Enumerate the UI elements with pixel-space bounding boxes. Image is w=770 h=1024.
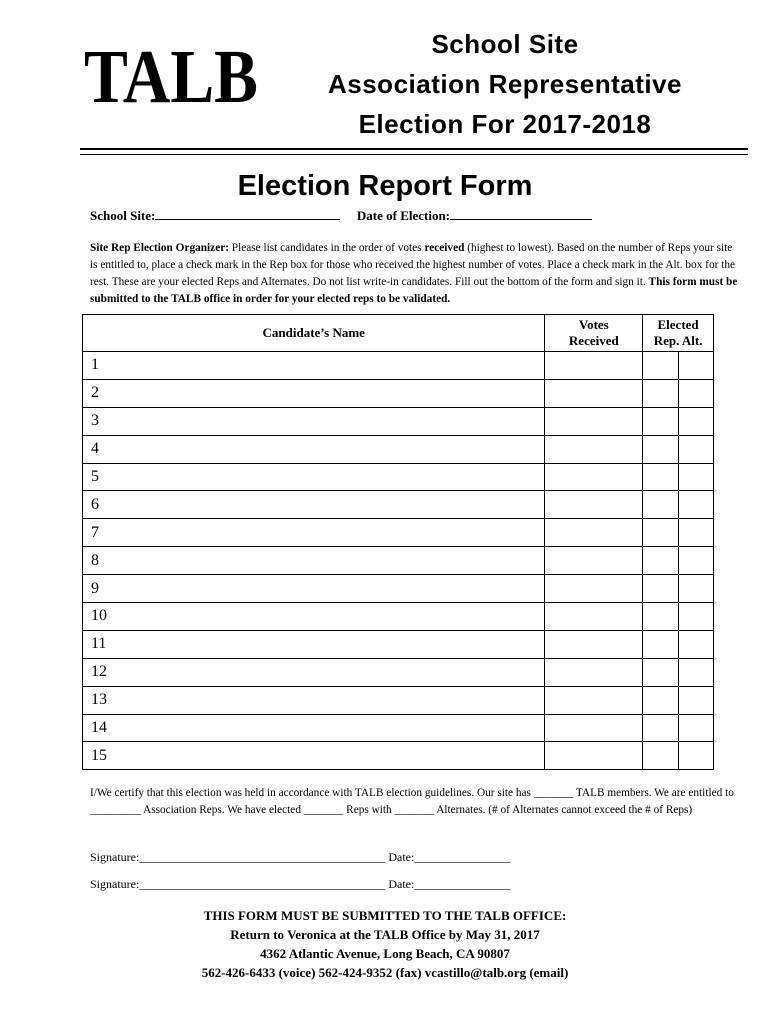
alt-checkbox-cell[interactable] — [679, 379, 714, 407]
school-site-field[interactable] — [155, 207, 340, 220]
talb-logo — [82, 35, 262, 119]
site-date-fields — [90, 207, 592, 224]
header-divider-thin — [80, 154, 748, 155]
candidate-name-cell[interactable]: 14 — [83, 714, 545, 742]
table-row — [83, 742, 714, 770]
alt-checkbox-cell[interactable] — [679, 714, 714, 742]
rep-checkbox-cell[interactable] — [643, 658, 679, 686]
votes-received-cell[interactable] — [545, 603, 643, 631]
rep-checkbox-cell[interactable] — [643, 630, 679, 658]
alt-checkbox-cell[interactable] — [679, 547, 714, 575]
alt-checkbox-cell[interactable] — [679, 686, 714, 714]
candidate-name-cell[interactable]: 2 — [83, 379, 545, 407]
candidate-table — [82, 314, 714, 770]
logo-text: TALB — [84, 35, 258, 119]
rep-checkbox-cell[interactable] — [643, 575, 679, 603]
votes-received-header: Votes Received — [545, 315, 643, 352]
table-row — [83, 547, 714, 575]
rep-checkbox-cell[interactable] — [643, 407, 679, 435]
table-row — [83, 714, 714, 742]
footer-line-4: 562-426-6433 (voice) 562-424-9352 (fax) vcastillo@talb.org (email) — [201, 965, 569, 980]
header-title — [280, 24, 730, 144]
alt-checkbox-cell[interactable] — [679, 742, 714, 770]
instructions — [90, 240, 740, 308]
rep-checkbox-cell[interactable] — [643, 435, 679, 463]
candidate-name-cell[interactable]: 7 — [83, 519, 545, 547]
alt-checkbox-cell[interactable] — [679, 352, 714, 380]
candidate-name-cell[interactable]: 6 — [83, 491, 545, 519]
votes-received-cell[interactable] — [545, 519, 643, 547]
form-title: Election Report Form — [237, 170, 533, 202]
votes-received-cell[interactable] — [545, 742, 643, 770]
candidate-name-cell[interactable]: 8 — [83, 547, 545, 575]
instructions-closing: This form must be submitted to the TALB office in order for your elected reps to be validated. — [90, 276, 738, 305]
table-row — [83, 379, 714, 407]
table-row — [83, 603, 714, 631]
submission-footer — [0, 906, 770, 982]
candidate-name-header: Candidate’s Name — [83, 315, 545, 352]
signature-line-1[interactable]: Signature:_________________________________________ Date:________________ — [90, 850, 511, 864]
alt-checkbox-cell[interactable] — [679, 519, 714, 547]
rep-checkbox-cell[interactable] — [643, 547, 679, 575]
votes-received-cell[interactable] — [545, 407, 643, 435]
alt-checkbox-cell[interactable] — [679, 435, 714, 463]
alt-checkbox-cell[interactable] — [679, 407, 714, 435]
alt-checkbox-cell[interactable] — [679, 463, 714, 491]
votes-received-cell[interactable] — [545, 352, 643, 380]
rep-checkbox-cell[interactable] — [643, 686, 679, 714]
candidate-name-cell[interactable]: 3 — [83, 407, 545, 435]
candidate-name-cell[interactable]: 11 — [83, 630, 545, 658]
votes-received-cell[interactable] — [545, 547, 643, 575]
date-of-election-label: Date of Election: — [356, 208, 451, 223]
table-row — [83, 658, 714, 686]
alt-checkbox-cell[interactable] — [679, 575, 714, 603]
table-row — [83, 491, 714, 519]
footer-line-1: THIS FORM MUST BE SUBMITTED TO THE TALB OFFICE: — [203, 908, 567, 923]
school-site-label: School Site: — [90, 208, 156, 223]
alt-checkbox-cell[interactable] — [679, 491, 714, 519]
alt-checkbox-cell[interactable] — [679, 630, 714, 658]
rep-checkbox-cell[interactable] — [643, 742, 679, 770]
instructions-received: received — [424, 242, 465, 254]
alt-checkbox-cell[interactable] — [679, 603, 714, 631]
votes-received-cell[interactable] — [545, 658, 643, 686]
rep-checkbox-cell[interactable] — [643, 352, 679, 380]
rep-checkbox-cell[interactable] — [643, 603, 679, 631]
title-line-3: Election For 2017-2018 — [358, 109, 652, 139]
candidate-name-cell[interactable]: 4 — [83, 435, 545, 463]
footer-line-2: Return to Veronica at the TALB Office by May 31, 2017 — [230, 927, 540, 942]
table-row — [83, 463, 714, 491]
rep-checkbox-cell[interactable] — [643, 491, 679, 519]
votes-received-cell[interactable] — [545, 491, 643, 519]
table-row — [83, 575, 714, 603]
table-header-row — [83, 315, 714, 352]
title-line-1: School Site — [431, 29, 579, 59]
signature-line-2[interactable]: Signature:_________________________________________ Date:________________ — [90, 877, 511, 891]
candidate-name-cell[interactable]: 15 — [83, 742, 545, 770]
votes-received-cell[interactable] — [545, 630, 643, 658]
title-line-2: Association Representative — [327, 69, 682, 99]
rep-checkbox-cell[interactable] — [643, 714, 679, 742]
footer-line-3: 4362 Atlantic Avenue, Long Beach, CA 90807 — [260, 946, 510, 961]
instructions-lead: Site Rep Election Organizer: — [90, 242, 229, 254]
table-row — [83, 435, 714, 463]
votes-received-cell[interactable] — [545, 575, 643, 603]
candidate-name-cell[interactable]: 12 — [83, 658, 545, 686]
alt-checkbox-cell[interactable] — [679, 658, 714, 686]
rep-checkbox-cell[interactable] — [643, 519, 679, 547]
table-row — [83, 686, 714, 714]
votes-received-cell[interactable] — [545, 379, 643, 407]
candidate-name-cell[interactable]: 1 — [83, 352, 545, 380]
candidate-name-cell[interactable]: 5 — [83, 463, 545, 491]
certification-text: I/We certify that this election was held in accordance with TALB election guidelines. Our site has _______ TALB members. We are entitled to _________ Association Reps. We have elected _______ Reps with _______ Alternates. (# of Alternates cannot exceed the # of Reps) — [90, 787, 734, 816]
votes-received-cell[interactable] — [545, 435, 643, 463]
rep-checkbox-cell[interactable] — [643, 379, 679, 407]
rep-checkbox-cell[interactable] — [643, 463, 679, 491]
date-of-election-field[interactable] — [450, 207, 592, 220]
instructions-text-1: Please list candidates in the order of votes — [228, 242, 425, 254]
instructions-text-2: (highest to lowest). Based on the number of Reps your site is entitled to, place a check mark in the Rep box for those who received the highest number of votes. Place a check mark in the Alt. box for the rest. These are your elected Reps and Alternates. Do not list write-in candidates. Fill out the bottom of the form and sign it. — [90, 242, 735, 288]
table-row — [83, 630, 714, 658]
table-row — [83, 519, 714, 547]
votes-received-cell[interactable] — [545, 714, 643, 742]
candidate-name-cell[interactable]: 10 — [83, 603, 545, 631]
votes-received-cell[interactable] — [545, 686, 643, 714]
table-row — [83, 352, 714, 380]
header-divider-thick — [80, 148, 748, 150]
elected-header: Elected Rep. Alt. — [643, 315, 714, 352]
table-row — [83, 407, 714, 435]
votes-received-cell[interactable] — [545, 463, 643, 491]
candidate-name-cell[interactable]: 13 — [83, 686, 545, 714]
candidate-name-cell[interactable]: 9 — [83, 575, 545, 603]
